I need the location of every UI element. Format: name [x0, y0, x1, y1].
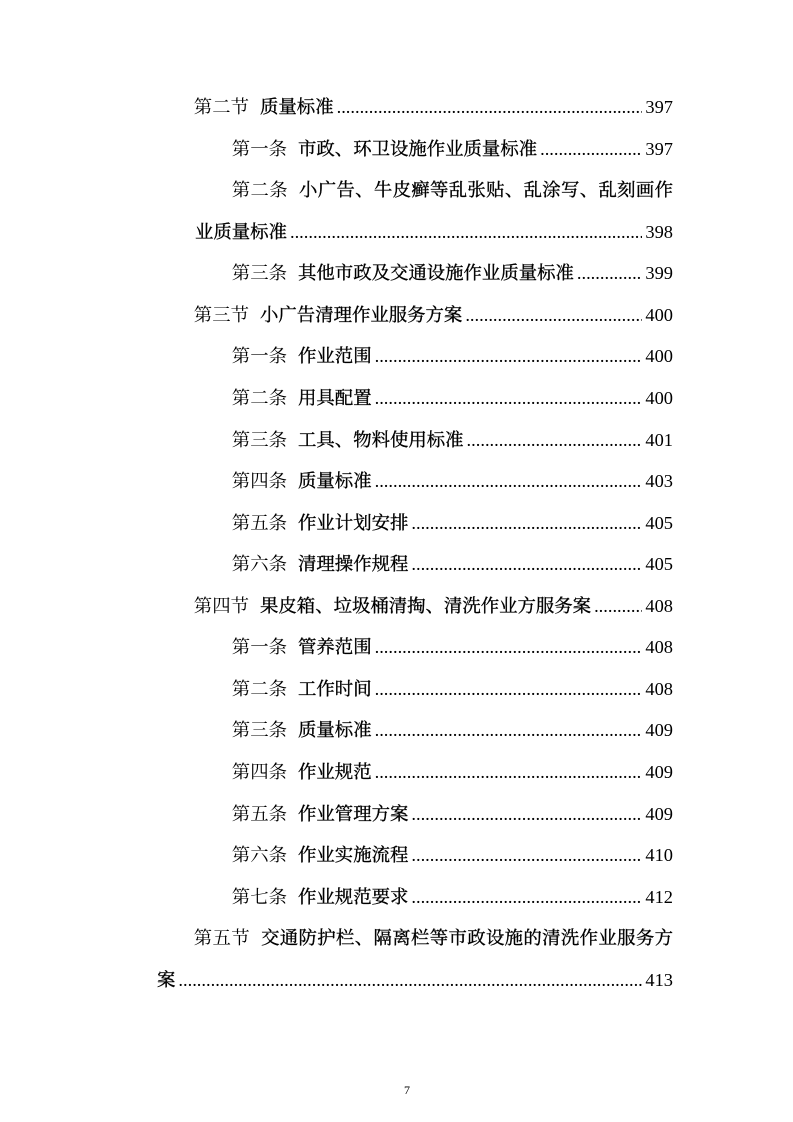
toc-entry-title: 作业规范 [298, 762, 372, 782]
toc-article-entry[interactable] [195, 544, 673, 586]
toc-section-group [0, 87, 793, 295]
toc-article-entry[interactable] [195, 170, 673, 253]
toc-article-entry[interactable] [195, 253, 673, 295]
toc-article-entry[interactable] [195, 129, 673, 171]
toc-article-entry[interactable] [195, 461, 673, 503]
toc-section-group [0, 918, 793, 1001]
toc-entry-page-number: 397 [642, 87, 673, 129]
toc-entry-page-number: 412 [642, 877, 673, 919]
toc-entry-title: 小广告清理作业服务方案 [260, 304, 463, 325]
toc-entry-number: 第二条 [231, 387, 287, 408]
toc-article-entry[interactable] [195, 420, 673, 462]
toc-entry-title: 管养范围 [298, 637, 372, 658]
toc-entry-page-number: 400 [642, 295, 673, 337]
page-number-footer [157, 1082, 657, 1098]
toc-entry-number: 第二条 [231, 678, 287, 699]
toc-entry-title: 果皮箱、垃圾桶清掏、清洗作业方服务案 [260, 595, 592, 616]
toc-entry-page-number: 400 [642, 378, 673, 420]
toc-entry-number: 第六条 [231, 554, 287, 575]
toc-entry-page-number: 409 [642, 794, 673, 836]
toc-entry-page-number: 400 [642, 336, 673, 378]
toc-entry-page-number: 405 [642, 503, 673, 545]
toc-article-entry[interactable] [195, 378, 673, 420]
toc-article-entry[interactable] [195, 627, 673, 669]
toc-entry-number: 第二节 [193, 97, 249, 117]
toc-entry-title: 质量标准 [260, 97, 334, 117]
dot-leader [287, 212, 673, 254]
toc-entry-page-number: 409 [642, 710, 673, 752]
toc-entry-title: 小广告、牛皮癣等乱张贴、乱涂写、乱刻画作业质量标准 [195, 180, 673, 242]
toc-section-entry[interactable] [157, 87, 673, 129]
toc-entry-page-number: 410 [642, 835, 673, 877]
toc-entry-page-number: 408 [642, 586, 673, 628]
dot-leader [372, 461, 673, 503]
toc-entry-number: 第六条 [231, 845, 287, 866]
toc-entry-page-number: 401 [642, 420, 673, 462]
dot-leader [372, 752, 673, 794]
toc-article-entry[interactable] [195, 336, 673, 378]
toc-entry-number: 第三节 [193, 304, 249, 325]
toc-entry-number: 第三条 [231, 720, 287, 741]
toc-entry-number: 第五条 [231, 803, 287, 824]
toc-section-group [0, 586, 793, 919]
toc-entry-number: 第一条 [231, 346, 287, 367]
dot-leader [334, 87, 673, 129]
dot-leader [372, 627, 673, 669]
toc-entry-number: 第四节 [193, 595, 249, 616]
toc-entry-page-number: 409 [642, 752, 673, 794]
toc-entry-number: 第五节 [193, 928, 251, 949]
dot-leader [408, 835, 673, 877]
dot-leader [372, 669, 673, 711]
toc-article-entry[interactable] [195, 669, 673, 711]
toc-entry-page-number: 408 [642, 627, 673, 669]
toc-entry-page-number: 399 [642, 253, 673, 295]
toc-entry-page-number: 413 [642, 960, 673, 1002]
toc-entry-number: 第四条 [231, 471, 287, 492]
toc-section-group [0, 295, 793, 586]
toc-entry-title: 其他市政及交通设施作业质量标准 [298, 263, 574, 284]
toc-entry-title: 用具配置 [298, 387, 372, 408]
dot-leader [408, 503, 673, 545]
toc-entry-page-number: 408 [642, 669, 673, 711]
toc-entry-page-number: 405 [642, 544, 673, 586]
dot-leader [408, 544, 673, 586]
toc-entry-page-number: 397 [642, 129, 673, 171]
toc-entry-number: 第一条 [231, 138, 287, 159]
toc-entry-number: 第四条 [231, 762, 287, 782]
toc-entry-title: 市政、环卫设施作业质量标准 [298, 138, 538, 159]
toc-entry-title: 作业管理方案 [298, 803, 409, 824]
table-of-contents [0, 87, 793, 1001]
dot-leader [372, 336, 673, 378]
toc-entry-number: 第一条 [231, 637, 287, 658]
toc-entry-number: 第七条 [231, 886, 287, 907]
toc-entry-title: 作业实施流程 [298, 845, 409, 866]
dot-leader [462, 295, 673, 337]
toc-entry-number: 第三条 [231, 263, 287, 284]
toc-section-entry[interactable] [157, 918, 673, 1001]
toc-entry-page-number: 403 [642, 461, 673, 503]
toc-entry-title: 质量标准 [298, 720, 372, 741]
toc-entry-title: 清理操作规程 [298, 554, 409, 575]
toc-section-entry[interactable] [157, 295, 673, 337]
toc-entry-title: 作业规范要求 [298, 886, 409, 907]
toc-entry-page-number: 398 [642, 212, 673, 254]
toc-article-entry[interactable] [195, 503, 673, 545]
dot-leader [408, 794, 673, 836]
footer-page-number: 7 [404, 1083, 410, 1097]
toc-section-entry[interactable] [157, 586, 673, 628]
dot-leader [372, 378, 673, 420]
dot-leader [175, 960, 673, 1002]
toc-article-entry[interactable] [195, 877, 673, 919]
toc-article-entry[interactable] [195, 710, 673, 752]
toc-entry-title: 工具、物料使用标准 [298, 429, 464, 450]
dot-leader [372, 710, 673, 752]
dot-leader [408, 877, 673, 919]
toc-article-entry[interactable] [195, 794, 673, 836]
toc-article-entry[interactable] [195, 752, 673, 794]
toc-entry-title: 作业范围 [298, 346, 372, 367]
toc-entry-number: 第三条 [231, 429, 287, 450]
toc-entry-number: 第二条 [231, 180, 288, 201]
toc-entry-title: 交通防护栏、隔离栏等市政设施的清洗作业服务方案 [157, 928, 673, 990]
toc-entry-number: 第五条 [231, 512, 287, 533]
toc-entry-title: 质量标准 [298, 471, 372, 492]
toc-article-entry[interactable] [195, 835, 673, 877]
toc-entry-title: 工作时间 [298, 678, 372, 699]
toc-entry-title: 作业计划安排 [298, 512, 409, 533]
